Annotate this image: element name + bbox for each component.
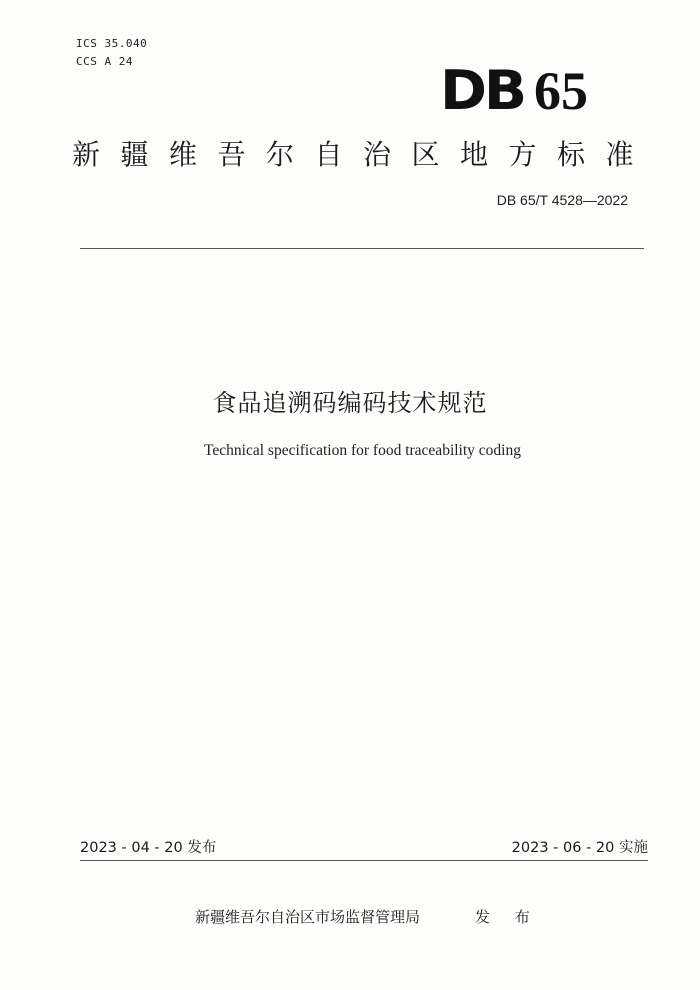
document-title-english: Technical specification for food traceability coding bbox=[204, 442, 521, 459]
document-title-chinese: 食品追溯码编码技术规范 bbox=[212, 389, 488, 417]
issuing-authority: 新疆维吾尔自治区市场监督管理局 bbox=[195, 908, 421, 926]
logo-number: 65 bbox=[533, 61, 588, 121]
top-divider bbox=[80, 248, 644, 249]
standard-number: DB 65/T 4528—2022 bbox=[496, 192, 628, 208]
issue-label: 发 布 bbox=[475, 908, 540, 926]
ccs-code: CCS A 24 bbox=[76, 55, 133, 68]
standard-category-title: 新疆维吾尔自治区地方标准 bbox=[72, 138, 655, 171]
db65-logo bbox=[440, 58, 588, 122]
issue-date: 2023 - 04 - 20 发布 bbox=[80, 840, 217, 856]
logo-letters: DB bbox=[440, 59, 524, 122]
implementation-date: 2023 - 06 - 20 实施 bbox=[511, 840, 648, 856]
bottom-divider bbox=[80, 860, 648, 861]
ics-code: ICS 35.040 bbox=[76, 37, 148, 50]
